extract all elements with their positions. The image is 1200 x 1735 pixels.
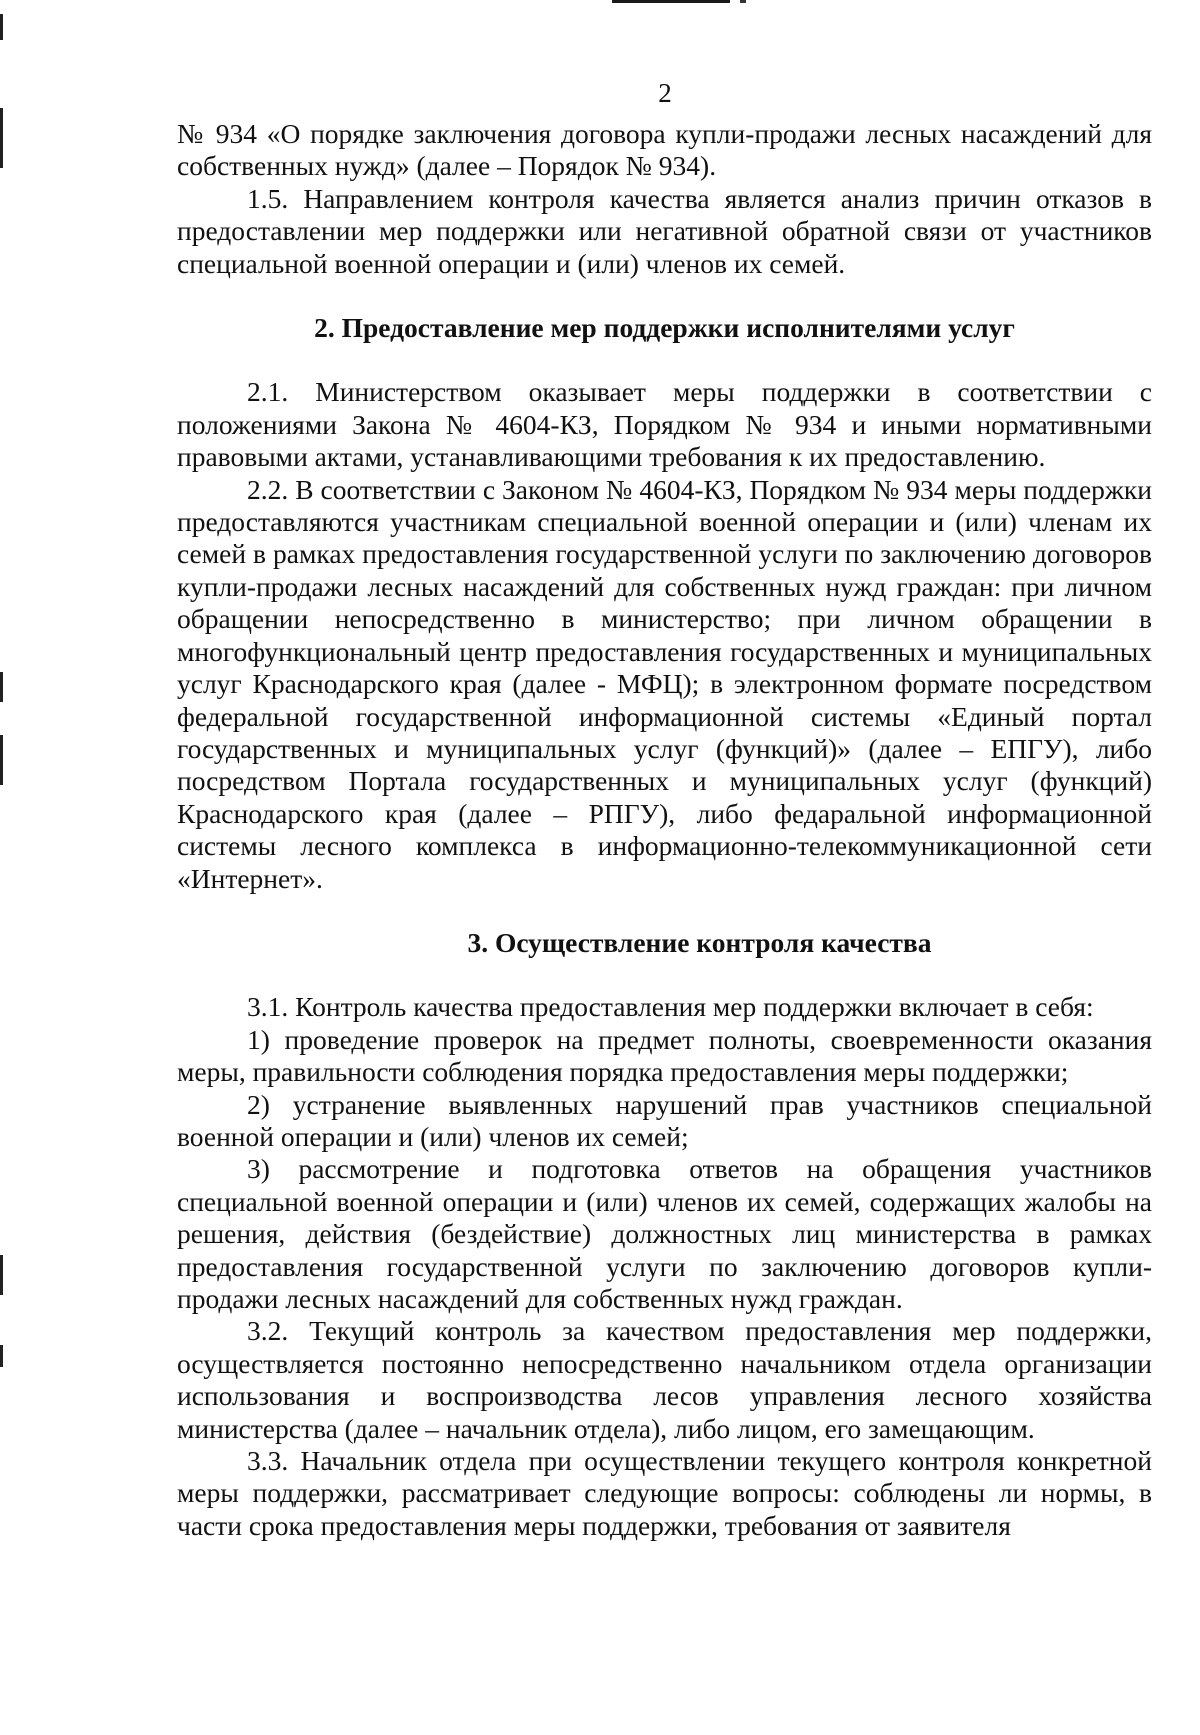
section-heading: 2. Предоставление мер поддержки исполнителями услуг	[314, 312, 1015, 344]
paragraph: 1.5. Направлением контроля качества является анализ причин отказов в предоставлении мер поддержки или негативной обратной связи от участников специальной военной операции и (или) членов их семей.	[177, 182, 1152, 279]
scan-artifact-edge-mark	[0, 735, 3, 785]
scan-artifact-edge-mark	[0, 1345, 3, 1367]
paragraph: 2.1. Министерством оказывает меры поддержки в соответствии с положениями Закона № 4604-КЗ, Порядком № 934 и иными нормативными правовыми актами, устанавливающими требования к их предоставлению.	[177, 376, 1152, 473]
paragraph: № 934 «О порядке заключения договора купли-продажи лесных насаждений для собственных нужд» (далее – Порядок № 934).	[177, 118, 1152, 182]
paragraph: 2) устранение выявленных нарушений прав участников специальной военной операции и (или) членов их семей;	[177, 1088, 1152, 1152]
scan-artifact-top-line	[612, 0, 730, 3]
paragraph: 1) проведение проверок на предмет полноты, своевременности оказания меры, правильности соблюдения порядка предоставления меры поддержки;	[177, 1023, 1152, 1088]
paragraph: 3.3. Начальник отдела при осуществлении текущего контроля конкретной меры поддержки, рассматривает следующие вопросы: соблюдены ли нормы, в части срока предоставления меры поддержки, требования от заявителя	[177, 1445, 1152, 1541]
paragraph: 2.2. В соответствии с Законом № 4604-КЗ, Порядком № 934 меры поддержки предоставляются участникам специальной военной операции и (или) членам их семей в рамках предоставления государственной услуги по заключению договоров купли-продажи лесных насаждений для собственных нужд граждан: при личном обращении непосредственно в министерство; при личном обращении в многофункциональный центр предоставления государственных и муниципальных услуг Краснодарского края (далее - МФЦ); в электронном формате посредством федеральной государственной информационной системы «Единый портал государственных и муниципальных услуг (функций)» (далее – ЕПГУ), либо посредством Портала государственных и муниципальных услуг (функций) Краснодарского края (далее – РПГУ), либо федаральной информационной системы лесного комплекса в информационно-телекоммуникационной сети «Интернет».	[177, 473, 1152, 894]
scan-artifact-edge-mark	[0, 672, 3, 702]
paragraph: 3.2. Текущий контроль за качеством предоставления мер поддержки, осуществляется постоянно непосредственно начальником отдела организации использования и воспроизводства лесов управления лесного хозяйства министерства (далее – начальник отдела), либо лицом, его замещающим.	[177, 1315, 1152, 1444]
paragraph: 3.1. Контроль качества предоставления мер поддержки включает в себя:	[247, 991, 1094, 1023]
paragraph: 3) рассмотрение и подготовка ответов на обращения участников специальной военной операции и (или) членов их семей, содержащих жалобы на решения, действия (бездействие) должностных лиц министерства в рамках предоставления государственной услуги по заключению договоров купли-продажи лесных насаждений для собственных нужд граждан.	[177, 1153, 1152, 1314]
section-heading: 3. Осуществление контроля качества	[467, 926, 932, 958]
scan-artifact-edge-mark	[0, 1255, 3, 1295]
document-body	[177, 118, 1152, 1542]
page-number: 2	[658, 78, 672, 108]
scan-artifact-edge-mark	[0, 14, 3, 40]
scan-artifact-top-dot	[740, 0, 746, 3]
scan-artifact-edge-mark	[0, 108, 3, 168]
